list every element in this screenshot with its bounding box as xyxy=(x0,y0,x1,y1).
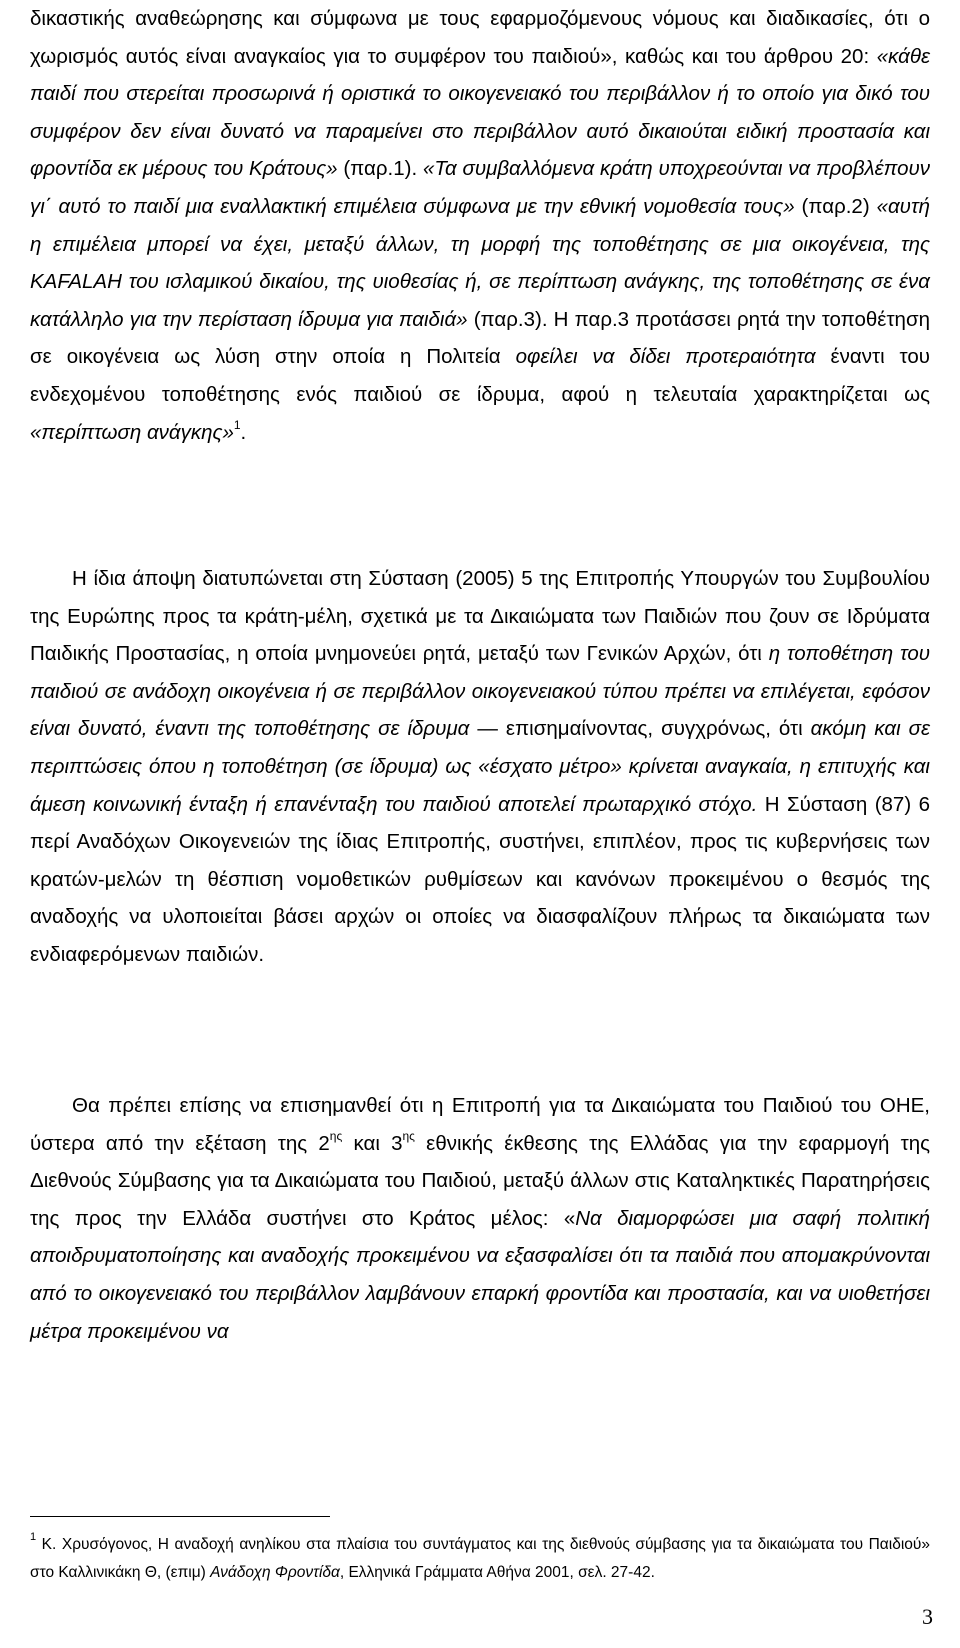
text-run: Η Σύσταση (87) 6 περί Αναδόχων Οικογενειών της ίδιας Επιτροπής, συστήνει, επιπλέον, προς τις κυβερνήσεις των κρατών-μελών τη θέσπιση νομοθετικών ρυθμίσεων και κανόνων προκειμένου ο θεσμός της αναδοχής να υλοποιείται βάσει αρχών οι οποίες να διασφαλίζουν πλήρως τα δικαιώματα των ενδιαφερόμενων παιδιών. xyxy=(30,792,930,966)
emphasis-text: ακόμη και σε περιπτώσεις όπου η τοποθέτηση (σε ίδρυμα) ως «έσχατο μέτρο» κρίνεται αναγκαία, η επιτυχής και άμεση κοινωνική ένταξη ή επανένταξη του παιδιού αποτελεί πρωταρχικό στόχο. xyxy=(30,717,930,816)
emphasis-text: οφείλει να δίδει προτεραιότητα xyxy=(515,345,816,369)
body-paragraph-1 xyxy=(30,0,930,451)
text-run: (παρ.1). xyxy=(337,157,423,181)
footnote-number: 1 xyxy=(30,1530,37,1543)
text-run: εθνικής έκθεσης της Ελλάδας για την εφαρμογή της Διεθνούς Σύμβασης για τα Δικαιώματα του Παιδιού, μεταξύ άλλων στις Καταληκτικές Παρατηρήσεις της προς την Ελλάδα συστήνει στο Κράτος μέλος: « xyxy=(30,1131,930,1230)
footnote-reference[interactable]: 1 xyxy=(233,417,241,432)
emphasis-text: «περίπτωση ανάγκης» xyxy=(30,420,234,444)
quote-par-2: «Τα συμβαλλόμενα κράτη υποχρεούνται να προβλέπουν γι΄ αυτό το παιδί μια εναλλακτική επιμέλεια σύμφωνα με την εθνική νομοθεσία τους» xyxy=(30,157,930,218)
text-run: δικαστικής αναθεώρησης και σύμφωνα με τους εφαρμοζόμενους νόμους και διαδικασίες, ότι ο χωρισμός αυτός είναι αναγκαίος για το συμφέρον του παιδιού», καθώς και του άρθρου 20: xyxy=(30,7,930,68)
text-run: . xyxy=(240,420,247,444)
body-paragraph-2 xyxy=(30,560,930,974)
text-run: (παρ.2) xyxy=(794,194,877,218)
footnote-separator xyxy=(30,1516,330,1517)
text-run: Θα πρέπει επίσης να επισημανθεί ότι η Επιτροπή για τα Δικαιώματα του Παιδιού του ΟΗΕ, ύστερα από την εξέταση της 2 xyxy=(30,1094,930,1155)
page-number: 3 xyxy=(922,1604,933,1629)
text-run: , Ελληνικά Γράμματα Αθήνα 2001, σελ. 27-42. xyxy=(339,1564,655,1581)
text-run: Κ. Χρυσόγονος, Η αναδοχή ανηλίκου στα πλαίσια του συντάγματος και της διεθνούς σύμβασης για τα δικαιώματα του Παιδιού» στο Καλλινικάκη Θ, (επιμ) xyxy=(30,1536,930,1581)
body-paragraph-3 xyxy=(30,1087,930,1350)
quote-article-20: «κάθε παιδί που στερείται προσωρινά ή οριστικά το οικογενειακό του περιβάλλον ή το οποίο για δικό του συμφέρον δεν είναι δυνατό να παραμείνει στο περιβάλλον αυτό δικαιούται ειδική προστασία και φροντίδα εκ μέρους του Κράτους» xyxy=(30,44,930,181)
book-title: Ανάδοχη Φροντίδα xyxy=(210,1564,340,1581)
ordinal-superscript: ης xyxy=(402,1128,415,1143)
quote-recommendation: Να διαμορφώσει μια σαφή πολιτική αποιδρυματοποίησης και αναδοχής προκειμένου να εξασφαλίσει ότι τα παιδιά που απομακρύνονται από το οικογενειακό του περιβάλλον λαμβάνουν επαρκή φροντίδα και προστασία, και να υιοθετήσει μέτρα προκειμένου να xyxy=(30,1206,930,1343)
text-run: και 3 xyxy=(342,1131,403,1155)
emphasis-text: η τοποθέτηση του παιδιού σε ανάδοχη οικογένεια ή σε περιβάλλον οικογενειακού τύπου πρέπει να επιλέγεται, εφόσον είναι δυνατό, έναντι της τοποθέτησης σε ίδρυμα xyxy=(30,642,930,741)
text-run: — επισημαίνοντας, συγχρόνως, ότι xyxy=(469,717,811,741)
text-run: Η ίδια άποψη διατυπώνεται στη Σύσταση (2005) 5 της Επιτροπής Υπουργών του Συμβουλίου της Ευρώπης προς τα κράτη-μέλη, σχετικά με τα Δικαιώματα των Παιδιών που ζουν σε Ιδρύματα Παιδικής Προστασίας, η οποία μνημονεύει ρητά, μεταξύ των Γενικών Αρχών, ότι xyxy=(30,567,930,666)
ordinal-superscript: ης xyxy=(329,1128,343,1143)
footnote-1 xyxy=(30,1531,930,1587)
text-run: έναντι του ενδεχομένου τοποθέτησης ενός παιδιού σε ίδρυμα, αφού η τελευταία χαρακτηρίζεται ως xyxy=(30,345,930,406)
text-run: (παρ.3). Η παρ.3 προτάσσει ρητά την τοποθέτηση σε οικογένεια ως λύση στην οποία η Πολιτεία xyxy=(30,307,930,369)
quote-par-3: «αυτή η επιμέλεια μπορεί να έχει, μεταξύ άλλων, τη μορφή της τοποθέτησης σε μια οικογένεια, της KAFALAH του ισλαμικού δικαίου, της υιοθεσίας ή, σε περίπτωση ανάγκης, της τοποθέτησης σε ένα κατάλληλο για την περίσταση ίδρυμα για παιδιά» xyxy=(30,194,930,331)
